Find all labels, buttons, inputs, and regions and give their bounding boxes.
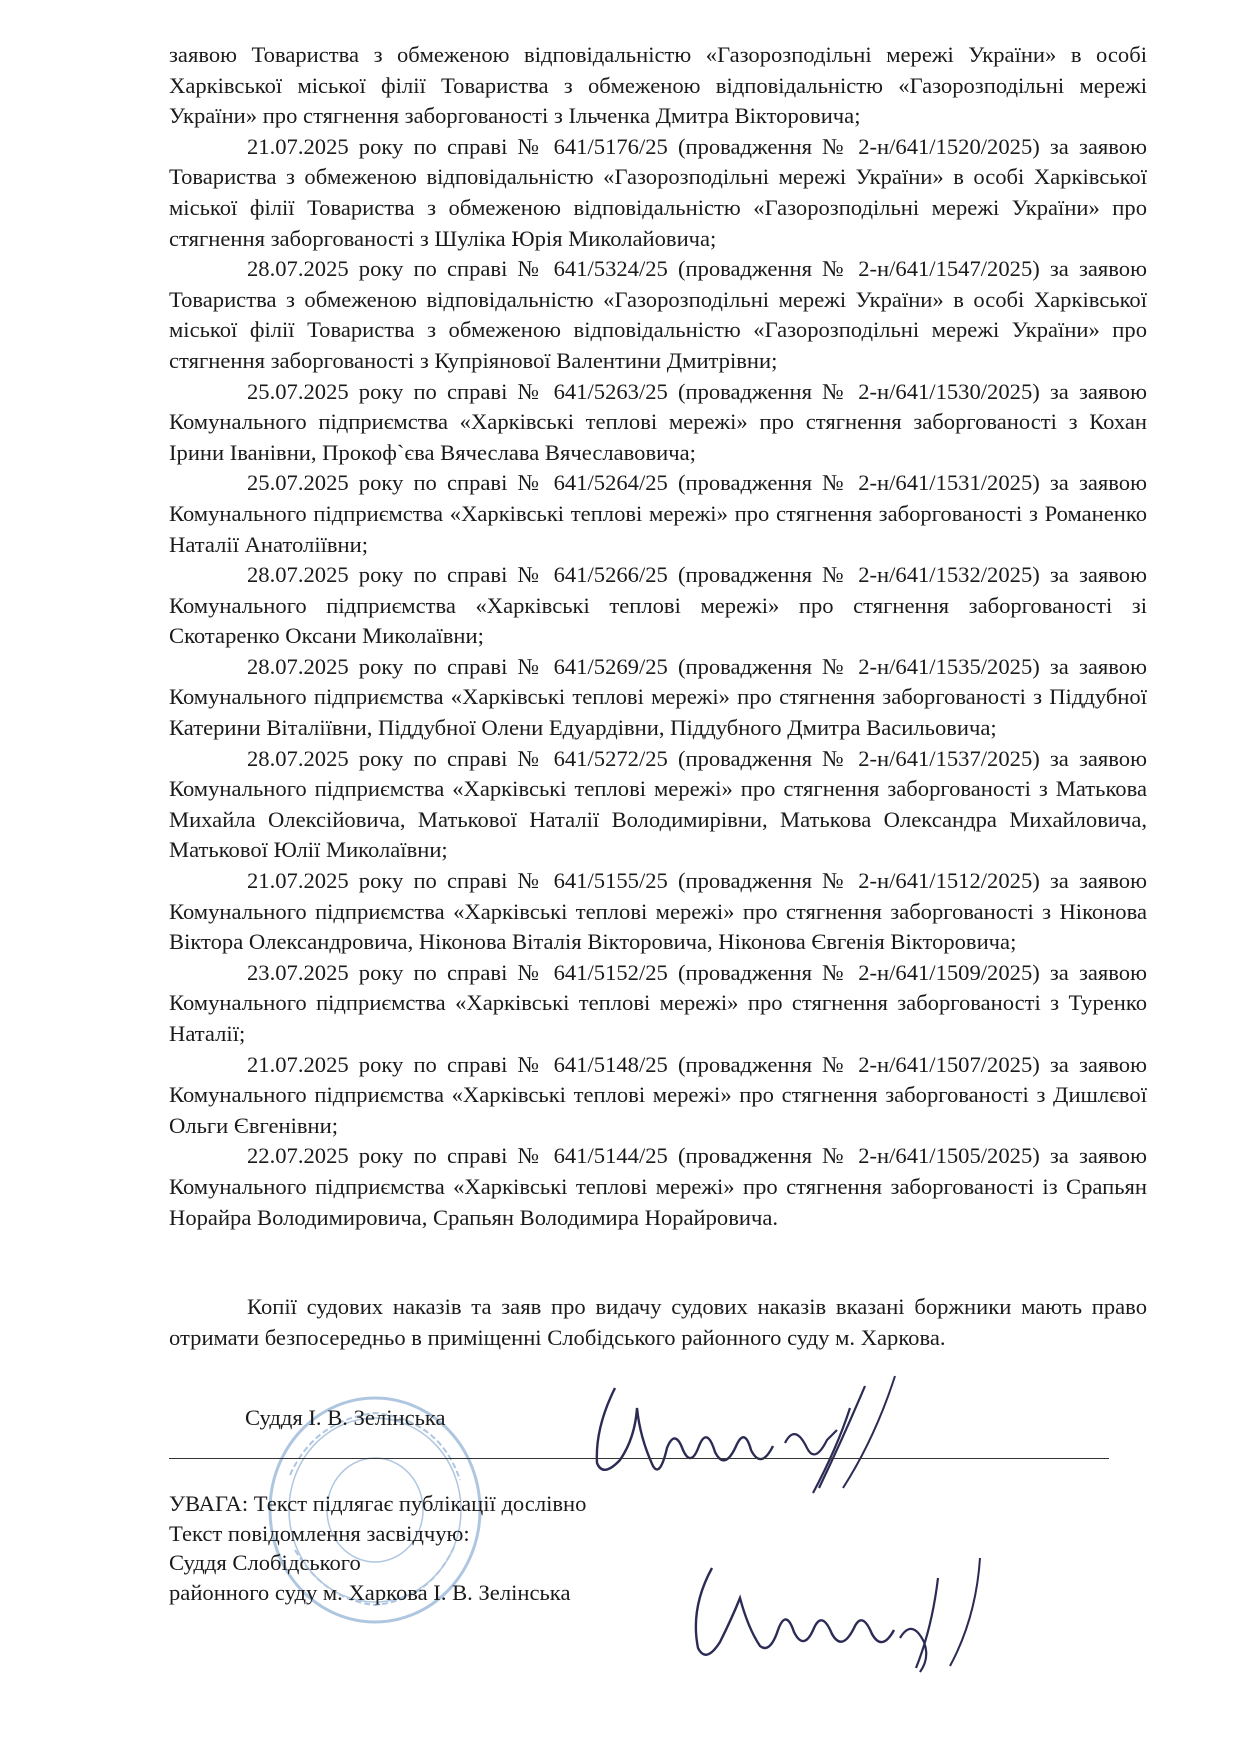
paragraph-10: 21.07.2025 року по справі № 641/5148/25 (провадження № 2-н/641/1507/2025) за заявою Комунального підприємства «Харківські теплові мережі» про стягнення заборгованості з Дишлєвої Ольги Євгенівни;: [169, 1051, 1147, 1138]
judge-signature-line: Суддя І. В. Зелінська: [245, 1405, 446, 1430]
paragraph-4: 25.07.2025 року по справі № 641/5264/25 (провадження № 2-н/641/1531/2025) за заявою Комунального підприємства «Харківські теплові мережі» про стягнення заборгованості з Романенко Наталії Анатоліївни;: [169, 470, 1147, 557]
publication-notice: [169, 1489, 586, 1607]
paragraph-5: 28.07.2025 року по справі № 641/5266/25 (провадження № 2-н/641/1532/2025) за заявою Комунального підприємства «Харківські теплові мережі» про стягнення заборгованості зі Скотаренко Оксани Миколаївни;: [169, 562, 1147, 649]
paragraph-6: 28.07.2025 року по справі № 641/5269/25 (провадження № 2-н/641/1535/2025) за заявою Комунального підприємства «Харківські теплові мережі» про стягнення заборгованості з Піддубної Катерини Віталіївни, Піддубної Олени Едуардівни, Піддубного Дмитра Васильовича;: [169, 653, 1147, 741]
notice-line-2: Текст повідомлення засвідчую:: [169, 1520, 470, 1546]
notice-line-3: Суддя Слобідського: [169, 1550, 361, 1575]
body-text: [169, 40, 1147, 1233]
copies-notice: Копії судових наказів та заяв про видачу судових наказів вказані боржники мають право отримати безпосередньо в приміщенні Слобідського районного суду м. Харкова.: [169, 1294, 1147, 1350]
notice-line-4: районного суду м. Харкова І. В. Зелінська: [169, 1579, 571, 1605]
judge-signature-2: [680, 1538, 1010, 1678]
paragraph-1: 21.07.2025 року по справі № 641/5176/25 (провадження № 2-н/641/1520/2025) за заявою Товариства з обмеженою відповідальністю «Газорозподільні мережі України» в особі Харківської міської філії Товариства з обмеженою відповідальністю «Газорозподільні мережі України» про стягнення заборгованості з Шуліка Юрія Миколайовича;: [169, 133, 1147, 251]
paragraph-8: 21.07.2025 року по справі № 641/5155/25 (провадження № 2-н/641/1512/2025) за заявою Комунального підприємства «Харківські теплові мережі» про стягнення заборгованості з Ніконова Віктора Олександровича, Ніконова Віталія Вікторовича, Ніконова Євгенія Вікторовича;: [169, 868, 1147, 955]
paragraph-9: 23.07.2025 року по справі № 641/5152/25 (провадження № 2-н/641/1509/2025) за заявою Комунального підприємства «Харківські теплові мережі» про стягнення заборгованості з Туренко Наталії;: [169, 959, 1147, 1046]
judge-signature-1: [575, 1368, 930, 1498]
paragraph-2: 28.07.2025 року по справі № 641/5324/25 (провадження № 2-н/641/1547/2025) за заявою Товариства з обмеженою відповідальністю «Газорозподільні мережі України» в особі Харківської міської філії Товариства з обмеженою відповідальністю «Газорозподільні мережі України» про стягнення заборгованості з Купріянової Валентини Дмитрівни;: [169, 256, 1147, 373]
signature-rule: [169, 1458, 1109, 1459]
paragraph-7: 28.07.2025 року по справі № 641/5272/25 (провадження № 2-н/641/1537/2025) за заявою Комунального підприємства «Харківські теплові мережі» про стягнення заборгованості з Матькова Михайла Олексійовича, Матькової Наталії Володимирівни, Матькова Олександра Михайловича, Матькової Юлії Миколаївни;: [169, 745, 1147, 863]
notice-line-1: УВАГА: Текст підлягає публікації дослівно: [169, 1491, 587, 1516]
paragraph-11: 22.07.2025 року по справі № 641/5144/25 (провадження № 2-н/641/1505/2025) за заявою Комунального підприємства «Харківські теплові мережі» про стягнення заборгованості із Срапьян Норайра Володимировича, Срапьян Володимира Норайровича.: [169, 1143, 1147, 1230]
paragraph-3: 25.07.2025 року по справі № 641/5263/25 (провадження № 2-н/641/1530/2025) за заявою Комунального підприємства «Харківські теплові мережі» про стягнення заборгованості з Кохан Ірини Іванівни, Прокоф`єва Вячеслава Вячеславовича;: [169, 378, 1147, 465]
paragraph-0: заявою Товариства з обмеженою відповідальністю «Газорозподільні мережі України» в особі Харківської міської філії Товариства з обмеженою відповідальністю «Газорозподільні мережі України» про стягнення заборгованості з Ільченка Дмитра Вікторовича;: [169, 42, 1147, 129]
